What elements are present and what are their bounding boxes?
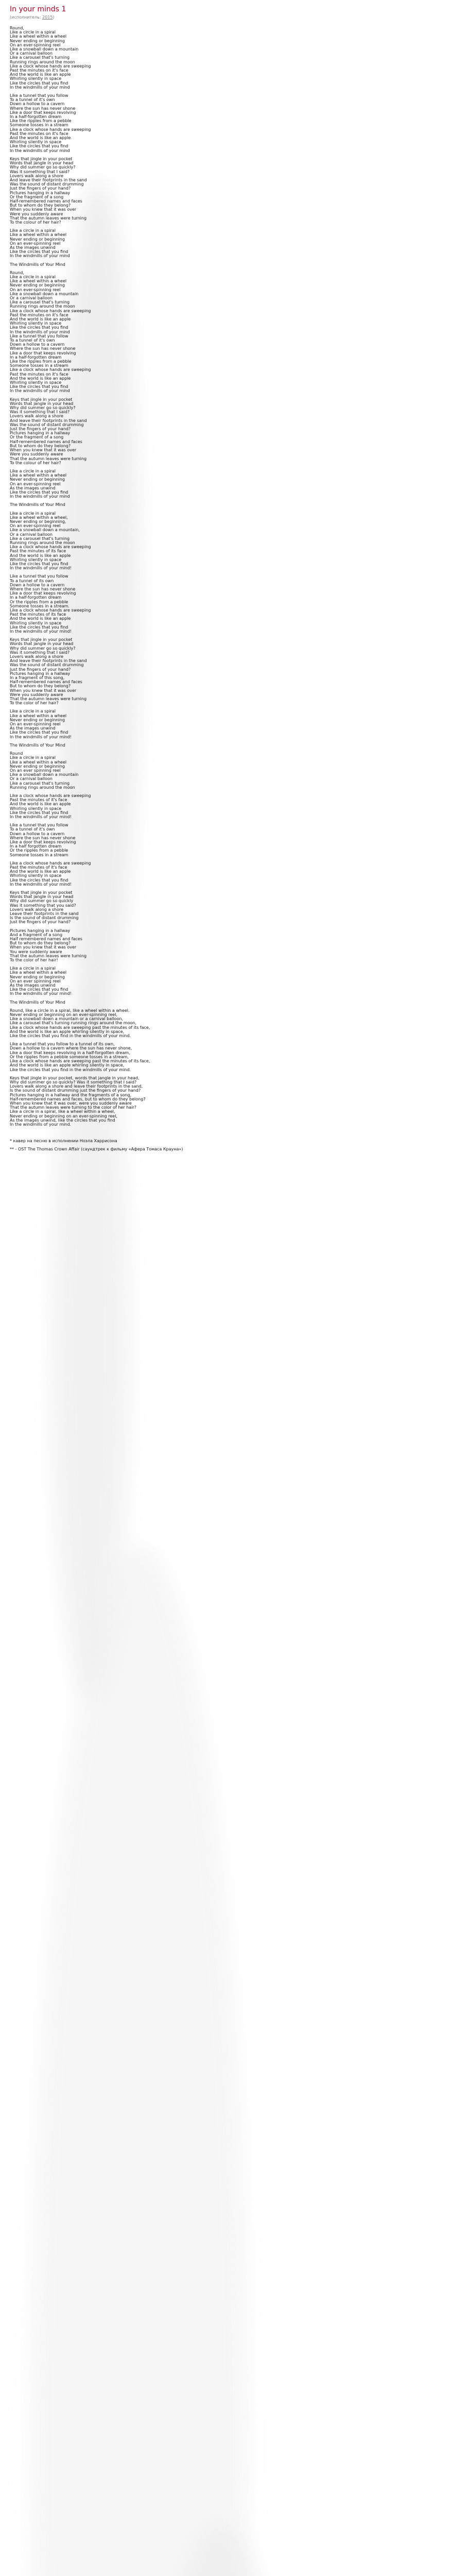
section-heading: The Windmills of Your Mind	[10, 502, 65, 507]
lyric-line: On an ever-spinning reel	[10, 523, 61, 529]
lyric-line: Whirling silently in space	[10, 140, 62, 145]
lyric-line: And the world is like an apple	[10, 376, 71, 381]
lyric-line: Past the minutes of its face	[10, 549, 66, 554]
lyric-line: Round	[10, 751, 23, 756]
lyric-line: Or the fragment of a song	[10, 435, 64, 440]
year-link[interactable]: 2015	[42, 15, 53, 20]
lyric-line: To the colour of her hair?	[10, 460, 61, 465]
stanza	[10, 1076, 442, 1127]
lyric-line: Like a wheel within a wheel	[10, 713, 67, 718]
lyric-line: Lovers walk along a shore and leave their footprints in the sand,	[10, 1084, 143, 1089]
lyric-line: Lovers walk along a shore	[10, 414, 64, 419]
lyric-line: In the windmills of your mind!	[10, 566, 72, 571]
lyric-line: Like a clock whose hands are sweeping	[10, 793, 91, 798]
lyric-line: Just the fingers of your hand?	[10, 427, 71, 432]
lyric-line: Never ending or beginning on an ever-spinning reel,	[10, 1113, 117, 1118]
lyric-line: Whirling silently in space	[10, 873, 62, 878]
lyric-line: Down a hollow to a cavern	[10, 101, 65, 107]
lyric-line: Like the circles that you find	[10, 810, 68, 815]
lyric-line: Like the ripples from a pebble	[10, 118, 72, 124]
lyric-line: Down a hollow to a cavern	[10, 342, 65, 347]
lyric-line: Like the circles that you find in the windmills of your mind.	[10, 1033, 131, 1039]
lyric-line: Like the circles that you find	[10, 489, 68, 495]
lyric-line: Words that jangle in your head	[10, 161, 74, 166]
lyric-line: Never ending or beginning	[10, 236, 65, 242]
lyric-line: Was it something that I said?	[10, 410, 70, 415]
lyric-line: Never ending or beginning	[10, 477, 65, 482]
lyric-line: Like a wheel within a wheel	[10, 970, 67, 975]
lyric-line: Someone tosses in a stream.	[10, 603, 70, 608]
lyric-line: Like the circles that you find	[10, 561, 68, 566]
lyric-line: Why did summer go so quickly?	[10, 165, 76, 170]
lyric-line: Like the ripples from a pebble	[10, 359, 72, 364]
lyric-line: Half-remembered names and faces	[10, 680, 82, 685]
lyrics-body	[10, 26, 442, 1127]
lyric-line: Like a carousel that's turning	[10, 536, 70, 541]
lyric-line: When you knew that it was over	[10, 688, 77, 693]
lyric-line: Past the minutes of it's face	[10, 865, 67, 870]
background-shade	[31, 1546, 247, 2576]
lyric-line: Like a door that keeps revolving	[10, 350, 76, 355]
stanza	[10, 1009, 442, 1038]
lyric-line: And leave their footprints in the sand	[10, 658, 87, 664]
lyric-line: Like a tunnel that you follow	[10, 333, 68, 338]
lyric-line: And the world is like an apple	[10, 616, 71, 621]
lyric-line: And the world is like an apple	[10, 317, 71, 321]
performer-label: (исполнитель:	[10, 15, 41, 20]
lyric-line: Never ending or beginning on an ever-spinning reel,	[10, 1012, 117, 1018]
lyric-line: Like a clock whose hands are sweeping past the minutes of its face,	[10, 1059, 150, 1064]
lyric-line: On an ever-spinning reel	[10, 42, 61, 47]
lyric-line: And the world is like an apple whirling silently in space,	[10, 1063, 125, 1068]
lyric-line: Lovers walk along a shore	[10, 173, 64, 178]
lyric-line: Like a wheel within a wheel	[10, 232, 67, 238]
lyric-line: Past the minutes on it's face	[10, 371, 68, 377]
song-meta	[10, 15, 442, 20]
lyric-line: Like the circles that you find	[10, 325, 68, 330]
lyric-line: Someone tosses in a stream	[10, 852, 68, 857]
stanza	[10, 638, 442, 705]
lyric-line: On an ever spinning reel	[10, 978, 61, 984]
lyric-line: Like a tunnel that you follow	[10, 93, 68, 98]
stanza	[10, 861, 442, 887]
lyric-line: Were you suddenly aware	[10, 211, 63, 216]
lyric-line: Where the sun has never shone	[10, 586, 76, 591]
lyric-line: Like a snowball down a mountain	[10, 47, 79, 52]
lyric-line: On an ever-spinning reel	[10, 287, 61, 292]
lyric-line: Running rings around the moon	[10, 59, 75, 64]
lyric-line: In a half-forgotten dream	[10, 354, 62, 360]
lyric-line: Past the minutes of it's face	[10, 798, 67, 803]
lyric-line: Like the circles that you find	[10, 730, 68, 735]
lyric-line: Never ending or beginning	[10, 283, 65, 288]
lyric-line: Half remembered names and faces	[10, 937, 82, 942]
lyric-line: Or a carnival balloon	[10, 51, 53, 56]
lyric-line: And the world is like an apple whirling silently in space,	[10, 1029, 125, 1034]
lyric-line: On an ever-spinning reel	[10, 241, 61, 246]
stanza	[10, 469, 442, 499]
lyric-line: Like a circle in a spiral	[10, 468, 56, 473]
lyric-line: Like the circles that you find	[10, 877, 68, 883]
lyric-line: On an ever-spinning reel	[10, 722, 61, 727]
stanza	[10, 512, 442, 571]
lyric-line: Like a snowball down a mountain	[10, 291, 79, 296]
lyric-line: Like the circles that you find	[10, 987, 68, 992]
lyric-line: And the world is like an apple	[10, 135, 71, 141]
lyric-line: Half-remembered names and faces	[10, 198, 82, 204]
lyric-line: Like a circle in a spiral	[10, 228, 56, 233]
lyric-line: Like a clock whose hands are sweeping	[10, 63, 91, 69]
lyric-line: Or the ripples from a pebble	[10, 599, 68, 604]
lyric-line: Pictures hanging in a hallway	[10, 190, 71, 195]
lyric-line: Like a wheel within a wheel	[10, 34, 67, 39]
lyric-line: Never ending or beginning	[10, 764, 65, 769]
stanza	[10, 1042, 442, 1072]
lyric-line: Like a door that keeps revolving	[10, 839, 76, 844]
stanza	[10, 574, 442, 634]
lyric-line: In the windmills of your mind	[10, 148, 70, 153]
lyric-line: Like the circles that you find	[10, 624, 68, 630]
lyric-line: Half-remembered names and faces	[10, 439, 82, 444]
lyric-line: Why did summer go so quickly?	[10, 646, 76, 651]
lyric-line: That the autumn leaves were turning to the color of her hair?	[10, 1105, 136, 1110]
song-title: In your minds 1	[10, 5, 66, 13]
lyric-line: Leave their footprints in the sand	[10, 911, 79, 916]
lyric-line: Like a snowball down a mountain,	[10, 528, 80, 533]
stanza	[10, 398, 442, 465]
lyric-line: Like a snowball down a mountain or a carnival balloon,	[10, 1016, 124, 1022]
lyric-line: Or a carnival balloon	[10, 532, 53, 537]
lyric-line: As the images unwind, like the circles that you find	[10, 1117, 115, 1123]
section-heading: The Windmills of Your Mind	[10, 999, 65, 1005]
lyric-line: Was the sound of distant drumming	[10, 182, 84, 187]
lyric-line: Round, like a circle in a spiral, like a wheel within a wheel.	[10, 1008, 130, 1013]
lyric-line: Running rings around the moon	[10, 540, 75, 545]
lyric-line: Just the fingers of your hand?	[10, 667, 71, 672]
stanza	[10, 157, 442, 225]
lyric-line: Running rings around the moon	[10, 785, 75, 790]
lyric-line: Like a door that keeps revolving	[10, 591, 76, 596]
lyric-line: Like a clock whose hands are sweeping	[10, 367, 91, 372]
lyric-line: Was the sound of distant drumming	[10, 422, 84, 427]
lyric-line: When you knew that it was over	[10, 945, 77, 950]
lyric-line: To a tunnel of it's own	[10, 338, 55, 343]
lyric-line: In a half-forgotten dream	[10, 114, 62, 120]
lyric-line: Where the sun has never shone	[10, 106, 76, 111]
lyric-line: Was it something that I said?	[10, 650, 70, 655]
lyric-line: Like a circle in a spiral	[10, 30, 56, 35]
lyric-line: Whirling silently in space	[10, 557, 62, 562]
lyric-line: Down a hollow to a cavern	[10, 831, 65, 836]
lyric-line: When you knew that it was over, were you suddenly aware	[10, 1100, 132, 1106]
lyric-line: Like a tunnel that you follow	[10, 574, 68, 579]
lyric-line: Like the circles that you find in the windmills of your mind.	[10, 1067, 131, 1072]
lyric-line: Past the minutes of its face	[10, 612, 66, 617]
lyric-line: Is the sound of distant drumming just the fingers of your hand?	[10, 1088, 141, 1093]
lyric-line: Past the minutes on it's face	[10, 131, 68, 136]
lyric-line: Was it something that you said?	[10, 903, 76, 908]
lyric-line: That the autumn leaves were turning	[10, 215, 87, 221]
lyric-line: Like a clock whose hands are sweeping	[10, 545, 91, 550]
stanza	[10, 709, 442, 739]
lyric-line: In a half-forgotten dream	[10, 595, 62, 600]
lyric-line: In a half forgotten dream	[10, 844, 62, 849]
lyric-line: As the images unwind	[10, 245, 56, 250]
lyric-line: Like a door that keeps revolving in a half-forgotten dream,	[10, 1050, 130, 1055]
lyric-line: Round,	[10, 270, 24, 275]
lyric-line: Or the ripples from a pebble someone tosses in a stream,	[10, 1054, 129, 1059]
lyric-line: But to whom do they belong?	[10, 443, 71, 448]
lyric-line: In the windmills of your mind!	[10, 814, 72, 819]
lyric-line: Down a hollow to a cavern where the sun has never shone,	[10, 1046, 132, 1051]
lyric-line: But to whom do they belong?	[10, 203, 71, 208]
lyric-line: Whirling silently in space	[10, 321, 62, 326]
lyric-line: Like a clock whose hands are sweeping past the minutes of its face,	[10, 1025, 150, 1030]
lyric-line: Were you suddenly aware	[10, 692, 63, 697]
lyric-line: Like the circles that you find	[10, 80, 68, 86]
lyric-line: Like a clock whose hands are sweeping	[10, 308, 91, 313]
lyric-line: In the windmills of your mind!	[10, 734, 72, 739]
lyric-line: And the world is like an apple	[10, 869, 71, 874]
footnote: * кавер на песню в исполнении Ноэла Харрисона	[10, 1139, 117, 1144]
lyric-line: And leave their footprints in the sand	[10, 418, 87, 423]
lyric-line: Keys that jingle in your pocket	[10, 637, 73, 642]
lyric-line: As the images unwind	[10, 983, 56, 988]
lyric-line: Keys that jingle in your pocket	[10, 156, 73, 161]
stanza	[10, 891, 442, 925]
lyric-line: Like a circle in a spiral	[10, 755, 56, 760]
lyric-line: Like a clock whose hands are sweeping	[10, 860, 91, 866]
lyric-line: In a fragment of this song,	[10, 675, 65, 681]
lyric-line: You were suddenly aware	[10, 949, 62, 954]
lyric-line: Like the circles that you find	[10, 144, 68, 149]
lyric-line: In the windmills of your mind	[10, 253, 70, 259]
lyric-line: That the autumn leaves were turning	[10, 456, 87, 461]
lyric-line: Someone tosses in a stream	[10, 123, 68, 128]
lyric-line: Pictures hanging in a hallway	[10, 928, 71, 933]
lyric-line: Where the sun has never shone	[10, 346, 76, 351]
section-heading: The Windmills of Your Mind	[10, 742, 65, 748]
lyric-line: On an ever spinning reel	[10, 768, 61, 773]
lyric-line: Like a snowball down a mountain	[10, 772, 79, 777]
lyric-line: Like a door that keeps revolving	[10, 110, 76, 115]
lyric-line: Words that jangle in your head	[10, 894, 74, 900]
lyric-line: Like a clock whose hands are sweeping	[10, 127, 91, 132]
lyric-line: Where the sun has never shone	[10, 835, 76, 840]
lyric-line: Was the sound of distant drumming	[10, 663, 84, 668]
lyric-line: But to whom do they belong?	[10, 684, 71, 689]
lyric-line: Someone tosses in a stream	[10, 363, 68, 368]
lyric-line: Why did summer go so quickly? Was it something that I said?	[10, 1079, 137, 1084]
lyric-line: Why did summer go so quickly	[10, 899, 74, 904]
lyric-line: Like a tunnel that you follow	[10, 823, 68, 828]
lyric-line: Never ending or beginning	[10, 38, 65, 43]
lyric-line: And the world is like an apple	[10, 802, 71, 807]
lyrics-page	[10, 5, 442, 1156]
section-heading: The Windmills of Your Mind	[10, 262, 65, 267]
lyric-line: Like a circle in a spiral	[10, 511, 56, 516]
lyric-line: In the windmills of your mind	[10, 84, 70, 90]
lyric-line: Whirling silently in space	[10, 76, 62, 81]
stanza	[10, 271, 442, 394]
lyric-line: Like the circles that you find	[10, 384, 68, 389]
lyric-line: Just the fingers of your hand?	[10, 920, 71, 925]
lyric-line: Like a circle in a spiral	[10, 709, 56, 714]
lyric-line: Like a carousel that's turning	[10, 55, 70, 60]
meta-close: )	[53, 15, 55, 20]
lyric-line: Like a circle in a spiral, like a wheel within a wheel,	[10, 1109, 115, 1114]
lyric-line: But to whom do they belong?	[10, 941, 71, 946]
lyric-line: In the windmills of your mind	[10, 494, 70, 499]
lyric-line: Like a carousel that's turning	[10, 300, 70, 305]
lyric-line: And leave their footprints in the sand	[10, 177, 87, 182]
lyric-line: Down a hollow to a cavern	[10, 582, 65, 587]
lyric-line: Half-remembered names and faces, but to whom do they belong?	[10, 1096, 146, 1101]
lyric-line: Or a carnival balloon	[10, 776, 53, 782]
lyric-line: Like the circles that you find	[10, 249, 68, 255]
lyric-line: In the windmills of your mind!	[10, 629, 72, 634]
lyric-line: Or the fragment of a song	[10, 194, 64, 199]
lyric-line: And the world is like an apple	[10, 72, 71, 77]
lyric-line: Keys that jingle in your pocket	[10, 397, 73, 402]
lyric-line: Keys that jingle in your pocket	[10, 890, 73, 895]
lyric-line: Past the minutes on it's face	[10, 68, 68, 73]
footnotes	[10, 1139, 442, 1151]
lyric-line: As the images unwind	[10, 726, 56, 731]
stanza	[10, 229, 442, 258]
lyric-line: Lovers walk along a shore	[10, 907, 64, 912]
lyric-line: Round,	[10, 26, 24, 30]
lyric-line: As the images unwind	[10, 485, 56, 490]
lyric-line: Like a carousel that's turning running rings around the moon,	[10, 1021, 136, 1026]
lyric-line: Like a wheel within a wheel	[10, 473, 67, 478]
lyric-line: In the windmills of your mind	[10, 329, 70, 334]
lyric-line: And a fragment of a song	[10, 932, 63, 937]
lyric-line: And the world is like an apple	[10, 553, 71, 558]
lyric-line: Like a circle in a spiral	[10, 966, 56, 971]
lyric-line: On an ever-spinning reel	[10, 481, 61, 486]
lyric-line: In the windmills of your mind!	[10, 991, 72, 996]
lyric-line: Pictures hanging in a hallway and the fragments of a song,	[10, 1092, 132, 1097]
lyric-line: That the autumn leaves were turning	[10, 953, 87, 958]
lyric-line: Or the ripples from a pebble	[10, 848, 68, 853]
lyric-line: Whirling silently in space	[10, 620, 62, 625]
lyric-line: Just the fingers of your hand?	[10, 186, 71, 191]
lyric-line: When you knew that it was over	[10, 448, 77, 453]
lyric-line: Words that jangle in your head	[10, 401, 74, 406]
lyric-line: Like a carousel that's turning	[10, 781, 70, 786]
stanza	[10, 752, 442, 790]
lyric-line: Or a carnival balloon	[10, 295, 53, 300]
lyric-line: To a tunnel of it's own	[10, 97, 55, 103]
stanza	[10, 823, 442, 857]
lyric-line: Like a clock whose hands are sweeping	[10, 608, 91, 613]
lyric-line: Like a wheel within a wheel,	[10, 515, 68, 520]
lyric-line: Never ending or beginning	[10, 974, 65, 979]
lyric-line: Were you suddenly aware	[10, 452, 63, 457]
lyric-line: Was it something that I said?	[10, 169, 70, 174]
lyric-line: To the color of her hair!	[10, 958, 58, 963]
lyric-line: That the autumn leaves were turning	[10, 697, 87, 702]
lyric-line: Never ending or beginning,	[10, 519, 66, 524]
lyric-line: Like a tunnel that you follow to a tunnel of its own,	[10, 1042, 115, 1047]
lyric-line: Why did summer go so quickly?	[10, 405, 76, 411]
stanza	[10, 967, 442, 996]
lyric-line: In the windmills of your mind.	[10, 1122, 72, 1127]
lyric-line: Is the sound of distant drumming	[10, 916, 79, 921]
footnote: ** - OST The Thomas Crown Affair (саундтрек к фильму «Афера Томаса Крауна»)	[10, 1147, 183, 1152]
lyric-line: Whirling silently in space	[10, 380, 62, 385]
stanza	[10, 26, 442, 90]
stanza	[10, 794, 442, 819]
lyric-line: Pictures hanging in a hallway	[10, 671, 71, 676]
lyric-line: Past the minutes on it's face	[10, 312, 68, 317]
lyric-line: Lovers walk along a shore	[10, 654, 64, 659]
lyric-line: Running rings around the moon	[10, 304, 75, 309]
lyric-line: Like a wheel within a wheel	[10, 759, 67, 765]
lyric-line: Like a wheel within a wheel	[10, 279, 67, 284]
lyric-line: To the color of her hair?	[10, 701, 59, 706]
lyric-line: Whirling silently in space	[10, 806, 62, 811]
lyric-line: Keys that jingle in your pocket, words that jangle in your head,	[10, 1075, 140, 1080]
lyric-line: When you knew that it was over	[10, 207, 77, 212]
lyric-line: To a tunnel of it's own	[10, 827, 55, 832]
lyric-line: Pictures hanging in a hallway	[10, 431, 71, 436]
lyric-line: In the windmills of your mind!	[10, 882, 72, 887]
lyric-line: In the windmills of your mind	[10, 388, 70, 394]
stanza	[10, 929, 442, 963]
lyric-line: To the colour of her hair?	[10, 219, 61, 225]
stanza	[10, 94, 442, 153]
lyric-line: Words that jangle in your head	[10, 641, 74, 647]
lyric-line: To a tunnel of its own	[10, 578, 54, 583]
lyric-line: Never ending or beginning	[10, 717, 65, 722]
lyric-line: Like a circle in a spiral	[10, 274, 56, 279]
